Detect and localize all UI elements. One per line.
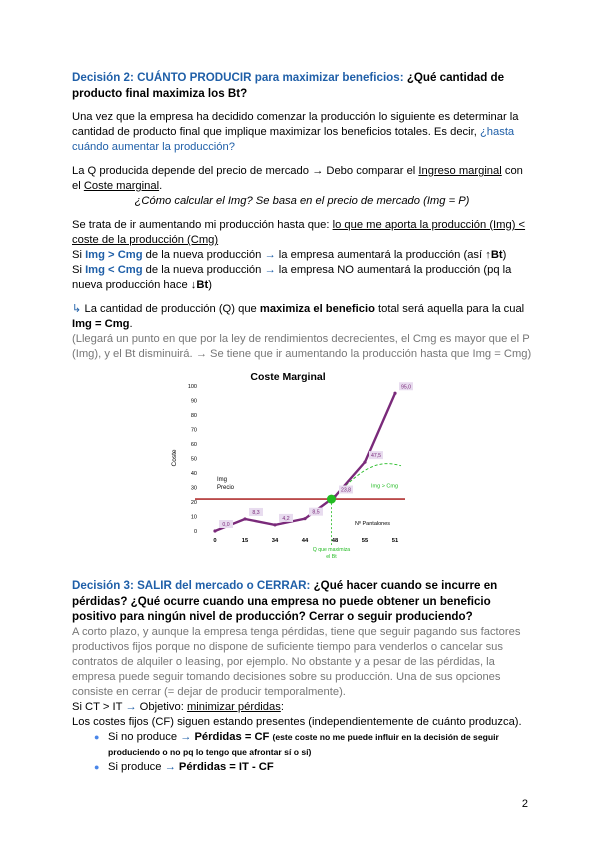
y-tick-label: 60 — [190, 442, 197, 448]
data-label: 8,5 — [312, 509, 320, 516]
y-tick-label: 10 — [190, 514, 197, 521]
list-item-produce: ● Si produce → Pérdidas = IT - CF — [108, 760, 532, 775]
chart-title: Coste Marginal — [250, 371, 326, 383]
data-label: 23,8 — [340, 487, 352, 494]
section2-paragraph-4: Se trata de ir aumentando mi producción hasta que: lo que me aporta la producción (Img) < coste de la producción (Cmg) — [72, 219, 526, 246]
y-axis-label: Coste — [171, 449, 178, 467]
data-point — [273, 523, 276, 526]
data-point — [213, 529, 216, 532]
optimum-annotation-line2: el Bt — [326, 554, 337, 560]
section2-heading — [72, 70, 532, 101]
y-tick-label: 80 — [190, 413, 197, 419]
ingreso-marginal-term: Ingreso marginal — [418, 165, 502, 177]
x-tick-label: 55 — [361, 538, 369, 544]
img-gt-cmg-curve — [331, 464, 401, 499]
data-point — [303, 517, 306, 520]
losses-list — [72, 730, 532, 775]
marginal-cost-line — [215, 393, 395, 531]
pantalones-annotation: Nº Pantalones — [355, 521, 391, 528]
document-page — [72, 70, 532, 362]
section2-heading-label: Decisión 2: CUÁNTO PRODUCIR para maximizar beneficios: — [72, 71, 404, 84]
img-gt-cmg-annotation: Img > Cmg — [371, 483, 399, 490]
data-point — [243, 517, 246, 520]
x-tick-label: 44 — [301, 538, 309, 544]
img-question: ¿Cómo calcular el Img? Se basa en el precio de mercado (Img = P) — [134, 195, 470, 207]
section3-heading-label: Decisión 3: SALIR del mercado o CERRAR: — [72, 579, 311, 592]
y-tick-label: 20 — [190, 500, 197, 506]
data-point — [363, 461, 366, 464]
data-label: 47,5 — [370, 453, 382, 460]
data-label: 8,3 — [252, 509, 260, 516]
note-paragraph: (Llegará un punto en que por la ley de rendimientos decrecientes, el Cmg es mayor que el P (Img), y el Bt disminuirá. → Se tiene que ir aumentando la producción hasta que Img = Cmg) — [72, 333, 532, 360]
section3-heading-question: ¿Qué hacer cuando se incurre en pérdidas? ¿Qué ocurre cuando una empresa no puede obtener un beneficio positivo para ningún nivel de producción? Cerrar o seguir produciendo? — [72, 579, 498, 623]
optimum-annotation-line1: Q que maximiza — [312, 547, 351, 553]
img-label: Img — [217, 477, 228, 484]
page-number: 2 — [521, 798, 528, 810]
price-label: Precio — [217, 485, 235, 492]
x-tick-label: 48 — [331, 538, 339, 544]
y-tick-label: 100 — [187, 384, 197, 390]
x-tick-label: 34 — [271, 538, 279, 544]
data-label: 0,0 — [222, 522, 230, 528]
question-link: ¿hasta cuándo aumentar la producción? — [72, 126, 515, 153]
section3 — [72, 578, 532, 775]
section2-paragraph-1: Una vez que la empresa ha decidido comenzar la producción lo siguiente es determinar la cantidad de producto final que implique maximizar los beneficios totales. Es decir, ¿hasta cuándo aumentar la producción? — [72, 111, 519, 153]
section2-heading-question: ¿Qué cantidad de producto final maximiza los Bt? — [72, 71, 505, 100]
y-tick-label: 90 — [190, 398, 197, 405]
condition-img-less: Si Img < Cmg de la nueva producción → la empresa NO aumentará la producción (pq la nueva producción hace ↓Bt) — [72, 264, 512, 291]
chart-svg — [165, 368, 425, 574]
marginal-cost-chart — [165, 368, 425, 574]
x-tick-label: 51 — [391, 538, 399, 544]
y-ticks — [188, 384, 197, 535]
coste-marginal-term: Coste marginal — [83, 180, 160, 192]
list-item-no-produce: ● Si no produce → Pérdidas = CF (este coste no me puede influir en la decisión de seguir produciendo o no pq lo tengo que afrontar sí o sí) — [108, 730, 532, 760]
section2-paragraph-2: La Q producida depende del precio de mercado → Debo comparar el Ingreso marginal con el Coste marginal. — [72, 165, 523, 192]
data-point — [393, 392, 396, 395]
y-tick-label: 70 — [190, 427, 197, 434]
condition-img-greater: Si Img > Cmg de la nueva producción → la empresa aumentará la producción (así ↑Bt) — [72, 249, 507, 261]
y-tick-label: 30 — [190, 485, 197, 492]
conclusion-paragraph: ↳ La cantidad de producción (Q) que maximiza el beneficio total será aquella para la cual Img = Cmg. — [72, 303, 525, 330]
x-tick-label: 0 — [213, 538, 217, 544]
y-tick-label: 40 — [190, 471, 197, 477]
y-tick-label: 50 — [190, 456, 197, 463]
data-label: 4,2 — [282, 515, 290, 522]
section3-heading — [72, 578, 532, 625]
data-labels — [219, 382, 413, 528]
x-ticks — [213, 538, 399, 544]
section3-paragraph-1: A corto plazo, y aunque la empresa tenga pérdidas, tiene que seguir pagando sus factores productivos fijos porque no dispone de suficiente tiempo para venderlos o cancelar sus contratos de alquiler o leasing, por ejemplo. No obstante y a pesar de las pérdidas, la empresa puede seguir tomando decisiones sobre su producción. Una de sus opciones consiste en cerrar (= dejar de producir temporalmente). — [72, 625, 521, 698]
data-label: 95,0 — [400, 384, 412, 391]
y-tick-label: 0 — [193, 529, 197, 535]
optimum-point — [327, 495, 336, 504]
section3-paragraph-2: Si CT > IT → Objetivo: minimizar pérdidas: — [72, 700, 284, 713]
x-tick-label: 15 — [241, 538, 249, 544]
section3-paragraph-3: Los costes fijos (CF) siguen estando presentes (independientemente de cuánto produzca). — [72, 715, 522, 728]
